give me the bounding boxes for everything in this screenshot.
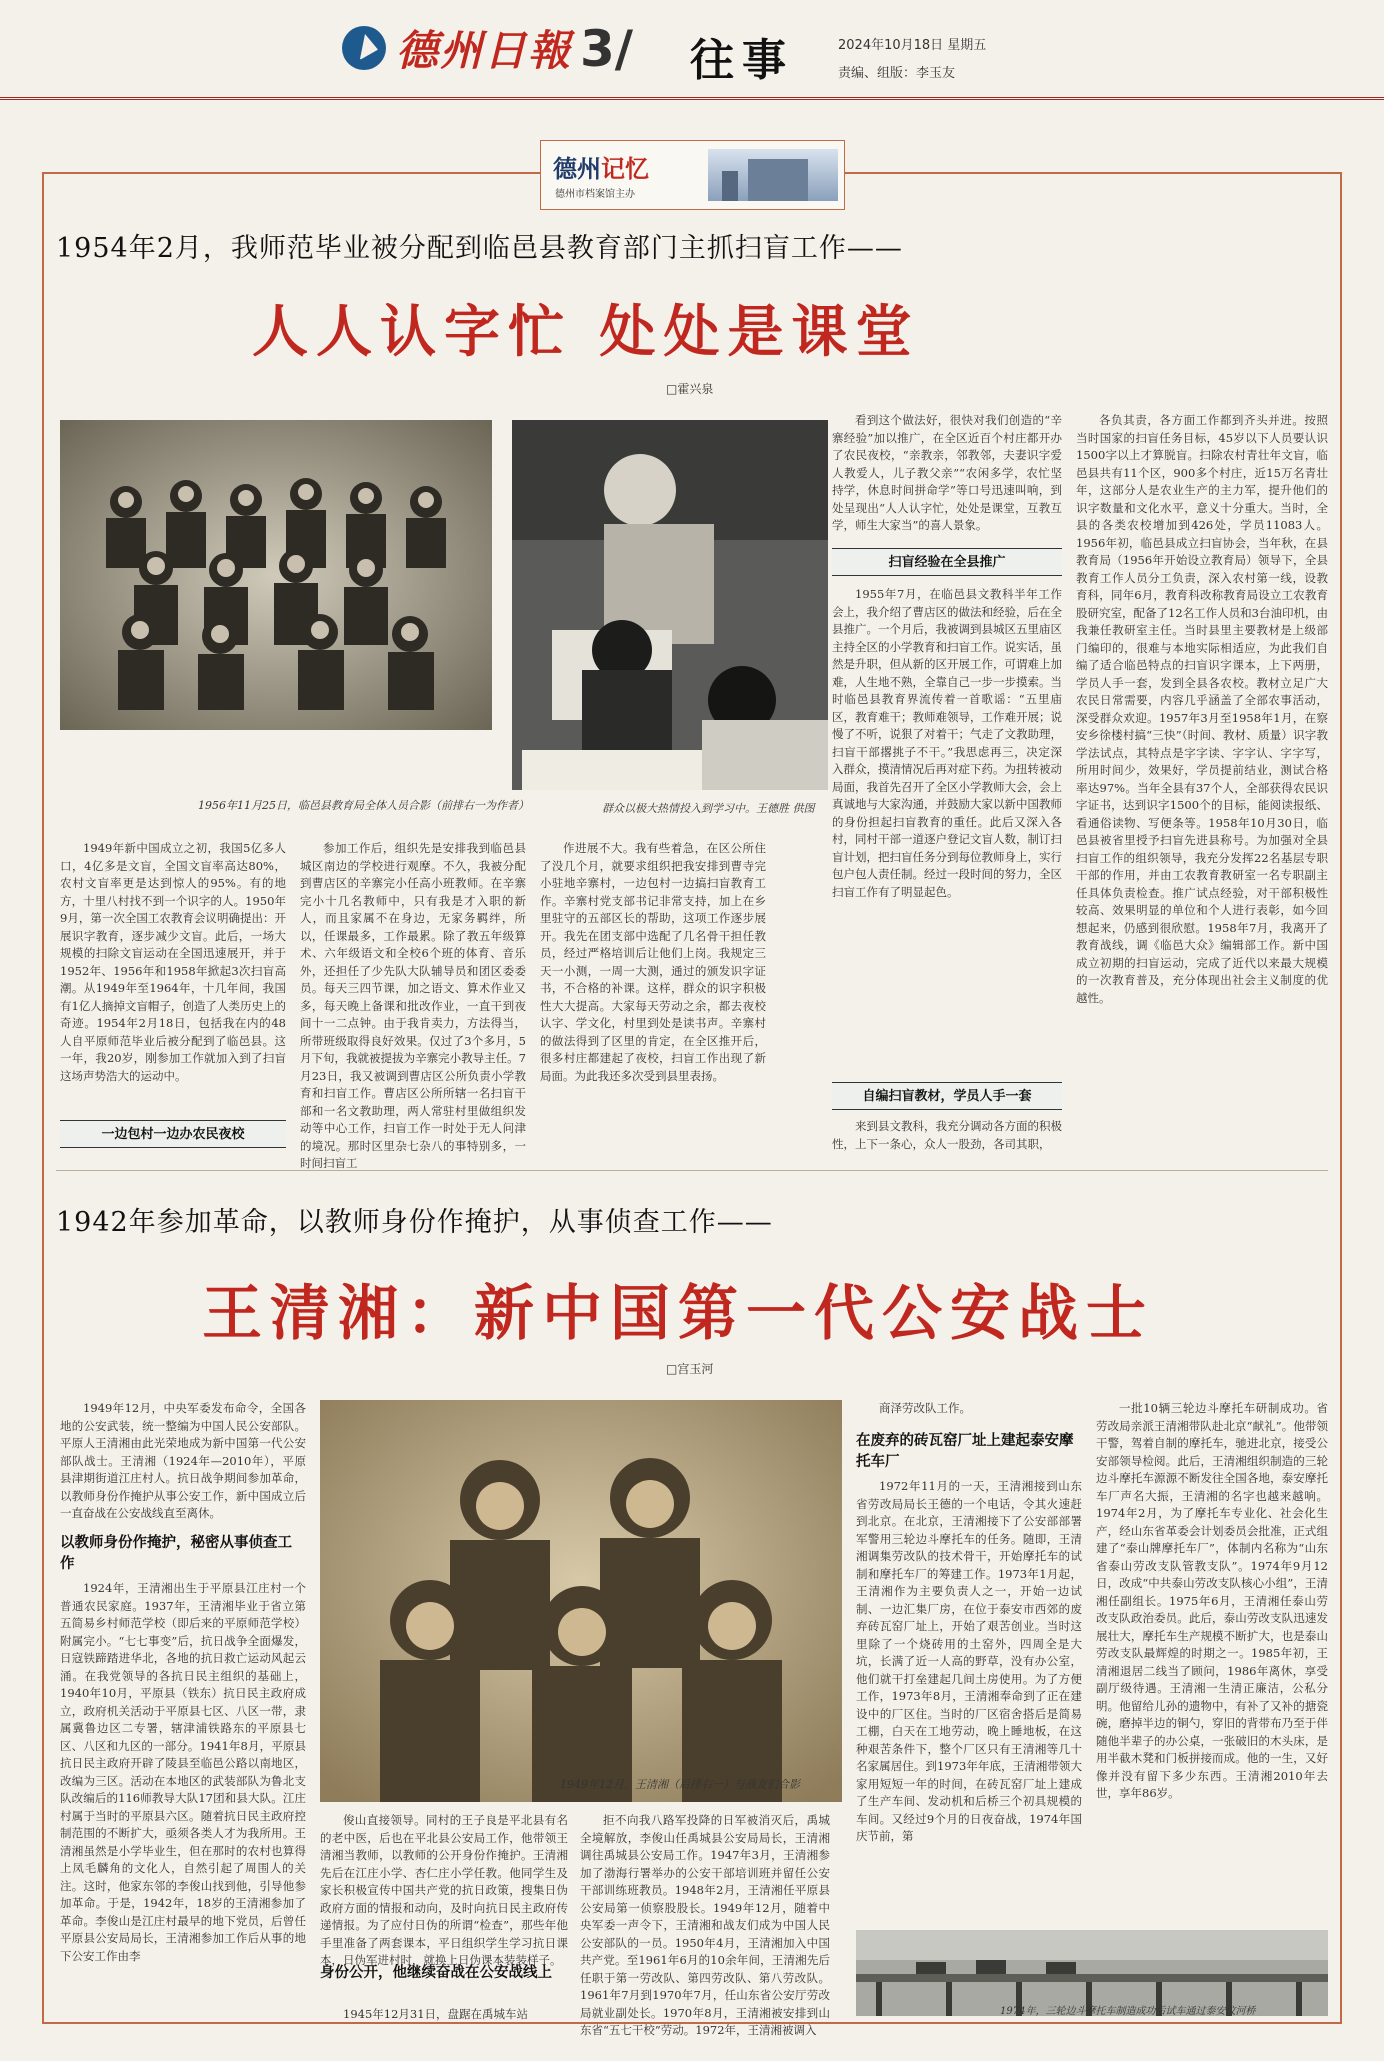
article2-column-5 (1096, 1400, 1328, 1928)
article2-photo-comrades (320, 1400, 842, 1802)
article2-column-1b-text: 1924年，王清湘出生于平原县江庄村一个普通农民家庭。1937年，王清湘毕业于省立第五简易乡村师范学校（即后来的平原师范学校）附属完小。“七七事变”后，抗日战争全面爆发，日寇铁蹄踏进华北，各地的抗日救亡运动风起云涌。在我党领导的各抗日民主组织的基础上，1940年10月，平原县（铁东）抗日民主政府成立，政府机关活动于平原县七区、八区一带，隶属冀鲁边区二专署，辖津浦铁路东的平原县七区、八区和九区的一部分。1941年8月，平原县抗日民主政府开辟了陵县至临邑公路以南地区，改编为三区。活动在本地区的武装部队为鲁北支队改编后的116师教导大队17团和县大队。江庄村属于当时的平原县六区。随着抗日民主政府控制范围的不断扩大，亟须各类人才为我所用。王清湘虽然是小学毕业生，但在那时的农村也算得上凤毛麟角的文化人，自然引起了周围人的关注。这时，他家东邻的李俊山找到他，引导他参加革命。于是，1942年，18岁的王清湘参加了革命。李俊山是江庄村最早的地下党员，后曾任平原县公安局局长，王清湘参加工作后从事的地下公安工作由李 (60, 1581, 306, 1963)
article1-column-3-text: 作进展不大。我有些着急，在区公所住了没几个月，就要求组织把我安排到曹寺完小驻地辛寨村，一边包村一边搞扫盲教育工作。辛寨村党支部书记非常支持，加上在乡里驻守的五部区长的帮助，这项工作逐步展开。我先在团支部中选配了几名骨干担任教员，经过严格培训后让他们上岗。我规定三天一小测，一周一大测，通过的颁发识字证书，不合格的补课。这样，群众的识字积极性大大提高。大家每天劳动之余，都去夜校认字、学文化，村里到处是读书声。辛寨村的做法得到了区里的肯定，在全区推开后，很多村庄都建起了夜校，扫盲工作出现了新局面。为此我还多次受到县里表扬。 (540, 841, 766, 1083)
group-photo-image (60, 420, 492, 730)
article1-subhead-3: 自编扫盲教材，学员人手一套 (832, 1082, 1062, 1110)
article2-headline: 王清湘：新中国第一代公安战士 (202, 1279, 1154, 1349)
section-title: 往事 (690, 35, 794, 86)
article2-kicker: 1942年参加革命，以教师身份作掩护，从事侦查工作—— (56, 1207, 773, 1238)
comrades-photo-image (320, 1400, 842, 1802)
article2-column-4b (856, 1478, 1082, 1930)
article2-photo2-caption: 1974年，三轮边斗摩托车制造成功后试车通过泰安汶河桥 (1000, 2006, 1256, 2017)
article2-column-2b-text: 1945年12月31日，盘踞在禹城车站 (343, 2007, 529, 2021)
article1-kicker: 1954年2月，我师范毕业被分配到临邑县教育部门主抓扫盲工作—— (56, 233, 903, 264)
article1-photo-group (60, 420, 492, 730)
article2-byline: □宫玉河 (666, 1362, 714, 1376)
article2-column-1 (60, 1400, 306, 1530)
archive-building-illustration (708, 149, 838, 201)
article2-subhead-2: 身份公开，他继续奋战在公安战线上 (320, 1964, 552, 1981)
article-separator (56, 1170, 1328, 1171)
editor-credit: 责编、组版：李玉友 (838, 66, 956, 81)
article1-column-1-text: 1949年新中国成立之初，我国5亿多人口，4亿多是文盲，全国文盲率高达80%，农村文盲率更是达到惊人的95%。有的地方，十里八村找不到一个识字的人。1950年9月，第一次全国工农教育会议明确提出：开展识字教育，逐步减少文盲。此后，一场大规模的扫除文盲运动在全国迅速展开，并于1952年、1956年和1958年掀起3次扫盲高潮。从1949年至1964年，十几年间，我国有1亿人摘掉文盲帽子，创造了人类历史上的奇迹。1954年2月18日，包括我在内的48人自平原师范毕业后被分配到了临邑县。这一年，我20岁，刚参加工作就加入到了扫盲这场声势浩大的运动中。 (60, 841, 286, 1083)
article1-subhead-2: 扫盲经验在全县推广 (832, 548, 1062, 576)
article2-subhead-1: 以教师身份作掩护，秘密从事侦查工作 (60, 1534, 292, 1572)
article2-column-4b-text: 1972年11月的一天，王清湘接到山东省劳改局局长王德的一个电话，令其火速赶到北京。在北京，王清湘接下了公安部部署军警用三轮边斗摩托车的任务。随即，王清湘调集劳改队的技术骨干，开始摩托车的试制和摩托车厂的筹建工作。1973年1月起，王清湘作为主要负责人之一，开始一边试制、一边汇集厂房，在位于泰安市西郊的废弃砖瓦窑厂址上，开始了艰苦创业。当时这里除了一个烧砖用的土窑外，四周全是大坑，长满了近一人高的野草，没有办公室，他们就干打垒建起几间土房使用。为了方便工作，1973年8月，王清湘奉命到了正在建设中的厂区住。当时的厂区宿舍搭后是简易工棚，白天在工地劳动，晚上睡地板，在这种艰苦条件下，整个厂区只有王清湘等几十名家属居住。到1973年年底，王清湘带领大家用短短一年的时间，在砖瓦窑厂址上建成了生产车间、发动机和后桥三个初具规模的车间。又经过9个月的日夜奋战，1974年国庆节前，第 (856, 1479, 1082, 1843)
article2-column-5-text: 一批10辆三轮边斗摩托车研制成功。省劳改局亲派王清湘带队赴北京“献礼”。他带领干警，驾着自制的摩托车，驰进北京，接受公安部领导检阅。此后，王清湘组织制造的三轮边斗摩托车源源不断发往全国各地，泰安摩托车厂声名大振，王清湘的名字也越来越响。1974年2月，为了摩托车专业化、社会化生产，经山东省革委会计划委员会批准，正式组建了“泰山牌摩托车厂”，体制内名称为“山东省泰山劳改支队管教支队”。1974年9月12日，改成“中共泰山劳改支队核心小组”，王清湘任副组长。1975年6月，王清湘任泰山劳改支队政治委员。此后，泰山劳改支队迅速发展壮大，摩托车生产规模不断扩大，也是泰山劳改支队最辉煌的时期之一。1985年初，王清湘退居二线当了顾问，1986年离休，享受副厅级待遇。王清湘一生清正廉洁，公私分明。他留给儿孙的遗物中，有补了又补的搪瓷碗，磨掉半边的铜勺，穿旧的背带布乃至于伴随他半辈子的办公桌，一张破旧的木头床，是用半截木凳和门板拼接而成。他的一生，又好像并没有留下多少东西。王清湘2010年去世，享年86岁。 (1096, 1401, 1328, 1800)
article1-column-4-text: 看到这个做法好，很快对我们创造的“辛寨经验”加以推广，在全区近百个村庄都开办了农民夜校，“亲教亲，邻教邻，夫妻识字爱人教爱人，儿子教父亲”“农闲多学，农忙坚持学，休息时间拼命学”等口号迅速叫响，到处呈现出“人人认字忙，处处是课堂，互教互学，师生大家当”的喜人景象。 (832, 413, 1062, 532)
article2-photo1-caption: 1949年12月，王清湘（后排右一）与战友们合影 (560, 1778, 800, 1791)
article1-column-5 (1076, 412, 1328, 1156)
article1-column-4b-text: 1955年7月，在临邑县文教科半年工作会上，我介绍了曹店区的做法和经验，后在全县推广。一个月后，我被调到县城区五里庙区主持全区的小学教育和扫盲工作。说实话，虽然是升职，但从新的区开展工作，可谓难上加难，人生地不熟，全靠自己一步一步摸索。当时临邑县教育界流传着一首歌谣：“五里庙区，教育难干；教师难领导，工作难开展；说慢了不听，说狠了对着干；气走了文教助理，扫盲干部撂挑子不干。”我思虑再三，决定深入群众，摸清情况后再对症下药。为扭转被动局面，我首先召开了全区小学教师大会，会上真诚地与大家沟通，并鼓励大家以新中国教师的身份担起扫盲教育的重任。此后又深入各村，同村干部一道逐户登记文盲人数，制订扫盲计划，把扫盲任务分到每位教师身上，实行包户包人责任制。经过一段时间的努力，全区扫盲工作有了明显起色。 (832, 587, 1062, 899)
article1-photo1-caption: 1956年11月25日，临邑县教育局全体人员合影（前排右一为作者） (198, 799, 529, 812)
article2-column-3 (580, 1812, 830, 2037)
column-badge (540, 140, 845, 210)
article1-photo-learning (512, 420, 828, 790)
article2-subhead-3: 在废弃的砖瓦窑厂址上建起泰安摩托车厂 (856, 1432, 1074, 1470)
article1-column-3 (540, 840, 766, 1140)
article2-column-1b (60, 1580, 306, 2010)
article1-column-5-text: 各负其责，各方面工作都到齐头并进。按照当时国家的扫盲任务目标，45岁以下人员要认识1500字以上才算脱盲。扫除农村青壮年文盲，临邑县共有11个区，900多个村庄，近15万名青壮年，这部分人是农业生产的主力军，提升他们的识字数量和文化水平，意义十分重大。当时，全县的各类农校增加到426处，学员11083人。1956年初，临邑县成立扫盲协会，当年秋，在县教育局（1956年开始设立教育局）领导下，全县教育工作人员分工负责，深入农村第一线，设教育科，同年6月，教育科改称教育局设立工农教育股研究室，配备了12名工作人员和3台油印机，由我兼任教研室主任。当时县里主要教材是上级部门编印的，很难与本地实际相适应，为此我们自编了适合临邑特点的扫盲识字课本，上下两册，学员人手一套，发到全县各农校。教材立足广大农民日常需要，内容几乎涵盖了全部农事活动，深受群众欢迎。1957年3月至1958年1月，在察安乡徐楼村搞“三快”（时间、教材、质量）识字教学法试点，其特点是字字读、字字认、字字写，所用时间少，效果好，学员提前结业，测试合格率达97%。当年全县有37个人，全部获得农民识字证书，达到识字1500个的目标，能阅读报纸、看通俗读物、写便条等。1958年10月30日，临邑县被省里授予扫盲先进县称号。为加强对全县扫盲工作的组织领导，我充分发挥22名基层专职干部的作用，并由工农教育教研室一名专职副主任具体负责检查。推广试点经验，对干部积极性较高、效果明显的单位和个人进行表彰，如今回想起来，仍感到很欣慰。1958年7月，我离开了教育战线，调《临邑大众》编辑部工作。新中国成立初期的扫盲运动，完成了近代以来最大规模的一次教育普及，充分体现出社会主义制度的优越性。 (1076, 413, 1328, 1005)
article1-headline: 人人认字忙 处处是课堂 (252, 299, 920, 365)
article1-column-2-text: 参加工作后，组织先是安排我到临邑县城区南边的学校进行观摩。不久，我被分配到曹店区的辛寨完小任高小班教师。在辛寨完小十几名教师中，只有我是才入职的新人，而且家属不在身边，无家务羁绊，所以，任课最多，工作最累。除了教五年级算术、六年级语文和全校6个班的体育、音乐外，还担任了少先队大队辅导员和团区委委员。每天三四节课，加之语文、算术作业又多，每天晚上备课和批改作业，一直干到夜间十一二点钟。由于我肯卖力，方法得当，所带班级取得良好效果。仅过了3个多月，5月下旬，我就被提拔为辛寨完小教导主任。7月23日，我又被调到曹店区公所负责小学教育和扫盲工作。曹店区公所所辖一名扫盲干部和一名文教助理，两人常驻村里做组织发动等中心工作，扫盲工作一时处于无人问津的境况。那时区里杂七杂八的事特别多，一时间扫盲工 (300, 841, 526, 1170)
article2-column-4-text: 商泽劳改队工作。 (879, 1401, 971, 1415)
article1-column-2 (300, 840, 526, 1170)
article1-column-4 (832, 412, 1062, 542)
newspaper-name: 德州日報 (396, 26, 573, 75)
article2-column-3-text: 拒不向我八路军投降的日军被消灭后，禹城全境解放，李俊山任禹城县公安局局长，王清湘调往禹城县公安局工作。1947年3月，王清湘参加了渤海行署举办的公安干部培训班并留任公安干部训练班教员。1948年2月，王清湘任平原县公安局第一侦察股股长。1949年12月，随着中央军委一声令下，王清湘和战友们成为中国人民公安部队的一员。1950年4月，王清湘加入中国共产党。至1961年6月的10余年间，王清湘先后任职于第一劳改队、第四劳改队、第八劳改队。1961年7月到1970年7月，任山东省公安厅劳改局就业副处长。1970年8月，王清湘被安排到山东省“五七干校”劳动。1972年，王清湘被调入 (580, 1813, 830, 2037)
learning-photo-image (512, 420, 828, 790)
article2-column-2-text: 俊山直接领导。同村的王子良是平北县有名的老中医，后也在平北县公安局工作，他带领王清湘当教师，以教师的公开身份作掩护。王清湘先后在江庄小学、杏仁庄小学任教。他同学生及家长积极宣传中国共产党的抗日政策，搜集日伪政府方面的情报和动向，及时向抗日民主政府传递情报。为了应付日伪的所谓“检查”，那些年他手里准备了两套课本，平日组织学生学习抗日课本，日伪军进村时，就换上日伪课本装装样子。 (320, 1813, 568, 1967)
article1-column-4c (832, 1118, 1062, 1156)
article2-column-4 (856, 1400, 1082, 1418)
column-badge-title: 德州记忆 (553, 154, 649, 183)
page-number: 3/ (580, 20, 634, 78)
article2-column-2b (320, 2006, 568, 2024)
article1-column-1 (60, 840, 286, 1110)
article2-column-1-text: 1949年12月，中央军委发布命令，全国各地的公安武装，统一整编为中国人民公安部队。平原人王清湘由此光荣地成为新中国第一代公安部队战士。王清湘（1924年—2010年），平原县津期街道江庄村人。抗日战争期间参加革命，以教师身份作掩护从事公安工作，新中国成立后一直奋战在公安战线直至离休。 (60, 1401, 306, 1520)
article1-subhead-1: 一边包村一边办农民夜校 (60, 1120, 286, 1148)
article1-byline: □霍兴泉 (666, 382, 714, 396)
article1-column-4c-text: 来到县文教科，我充分调动各方面的积极性，上下一条心，众人一股劲，各司其职， (832, 1119, 1062, 1151)
article2-column-2 (320, 1812, 568, 1967)
column-badge-subtitle: 德州市档案馆主办 (555, 189, 635, 200)
article1-photo2-caption: 群众以极大热情投入到学习中。王德胜 供图 (602, 802, 815, 815)
issue-date: 2024年10月18日 星期五 (838, 38, 987, 53)
article1-column-4b (832, 586, 1062, 1076)
newspaper-logo-icon (342, 26, 386, 70)
masthead (0, 0, 1384, 100)
